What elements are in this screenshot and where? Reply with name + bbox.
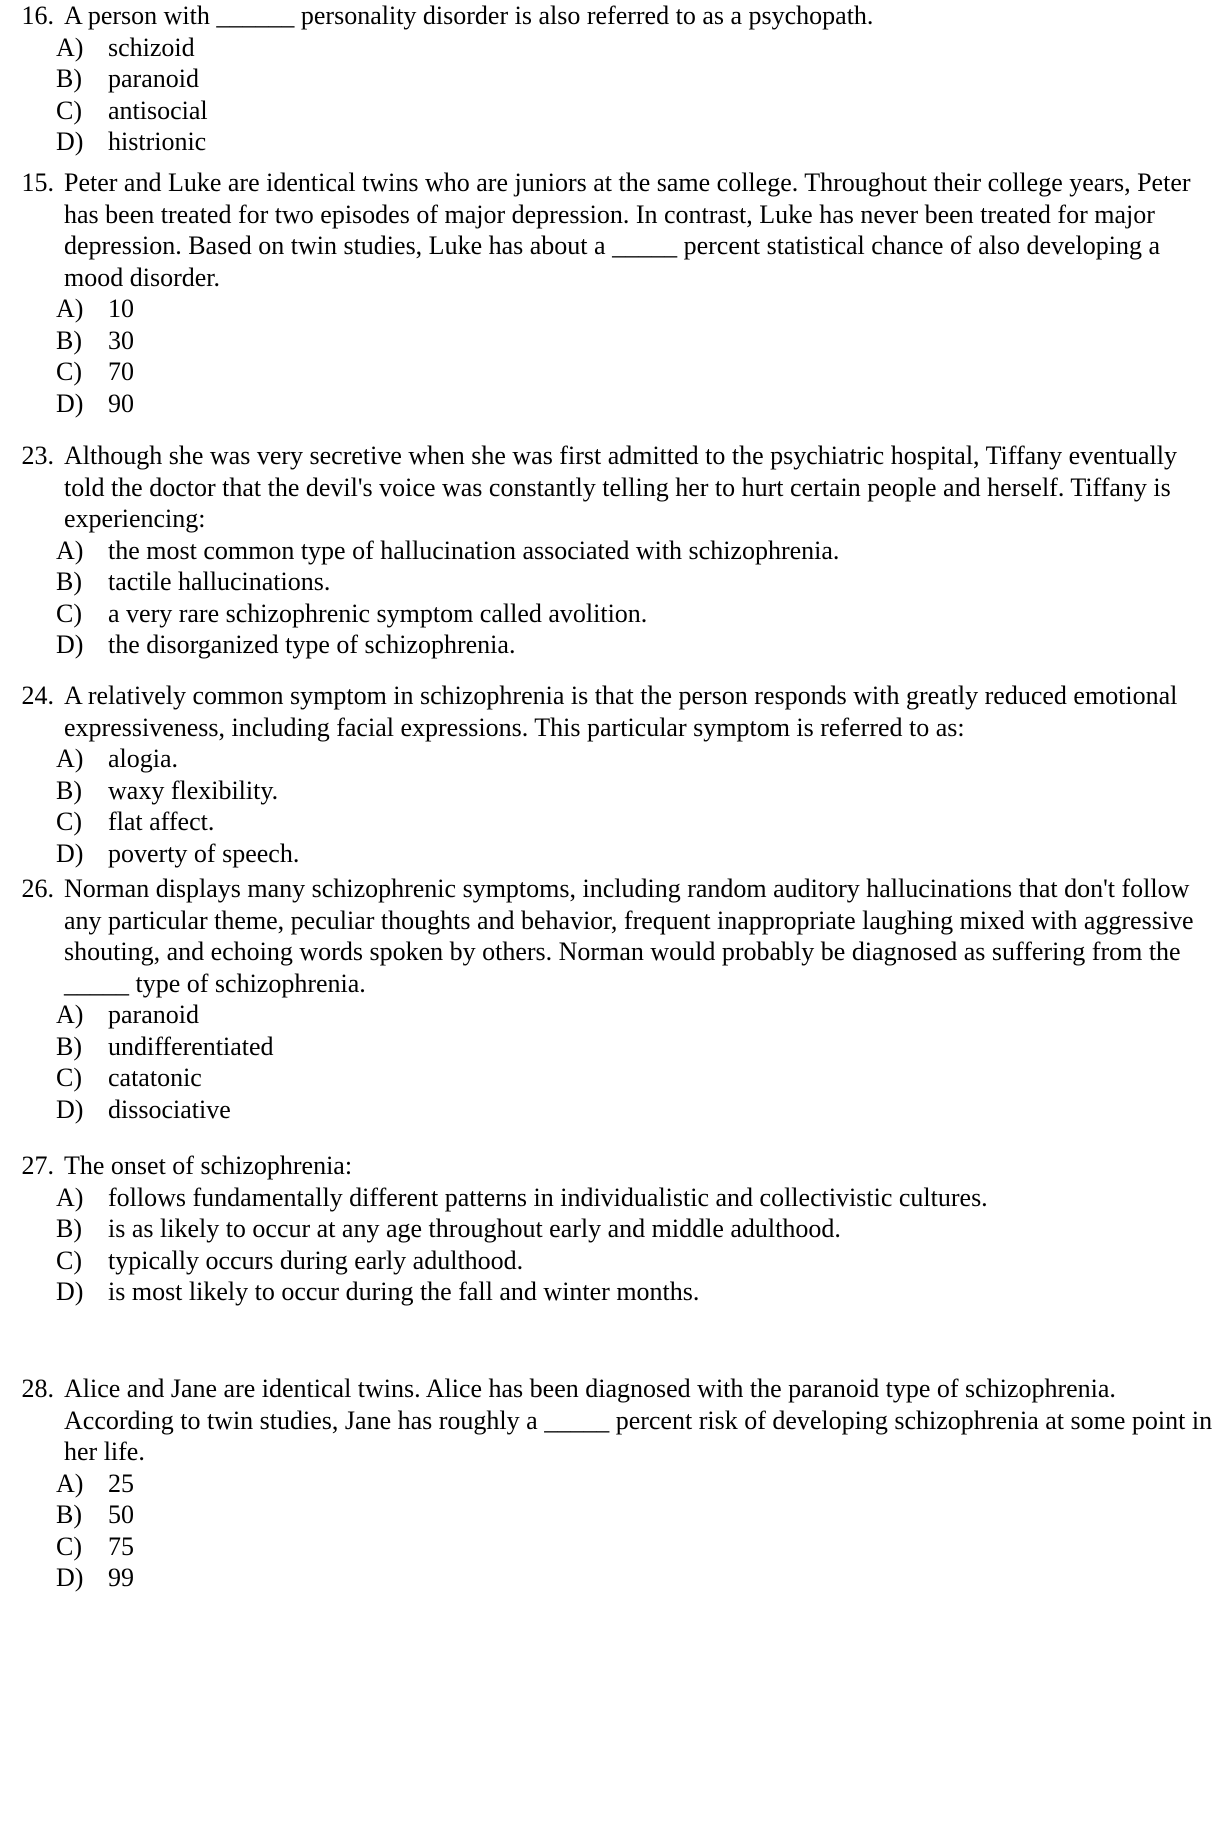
- question-23: [0, 440, 1225, 661]
- option-a: A) alogia.: [56, 744, 179, 773]
- question-stem: Although she was very secretive when she was first admitted to the psychiatric hospital, Tiffany eventually told the doctor that the devil's voice was constantly telling her to hurt certain people and herself. Tiffany is experiencing:: [64, 441, 1177, 533]
- option-d: D) histrionic: [56, 127, 207, 156]
- answer-blank: _____: [612, 231, 678, 260]
- question-15: [0, 167, 1225, 419]
- option-a: A) paranoid: [56, 1000, 199, 1029]
- option-c: C) catatonic: [56, 1063, 202, 1092]
- question-28: [0, 1373, 1225, 1594]
- answer-options: [0, 999, 1225, 1125]
- option-a: A) schizoid: [56, 32, 195, 62]
- option-c: C) typically occurs during early adulthood.: [56, 1245, 524, 1275]
- answer-options: [0, 743, 1225, 869]
- answer-options: [0, 1468, 1225, 1594]
- option-c: C) 75: [56, 1531, 134, 1561]
- option-a: A) follows fundamentally different patterns in individualistic and collectivistic cultures.: [56, 1182, 988, 1212]
- question-number: 23.: [21, 441, 54, 470]
- question-16: [0, 0, 1225, 158]
- option-a: A) 10: [56, 294, 134, 323]
- question-stem: The onset of schizophrenia:: [64, 1151, 353, 1180]
- question-27: [0, 1150, 1225, 1308]
- question-number: 28.: [21, 1374, 54, 1403]
- option-b: B) 30: [56, 325, 134, 355]
- option-d: D) dissociative: [56, 1094, 231, 1124]
- option-b: B) waxy flexibility.: [56, 775, 279, 805]
- option-a: A) 25: [56, 1468, 134, 1498]
- option-c: C) antisocial: [56, 95, 208, 125]
- question-stem: Peter and Luke are identical twins who are juniors at the same college. Throughout their college years, Peter has been treated for two episodes of major depression. In contrast, Luke has never been treated for major depression. Based on twin studies, Luke has about a _____ percent statistical chance of also developing a mood disorder.: [64, 168, 1191, 292]
- question-number: 16.: [21, 1, 54, 30]
- question-number: 24.: [21, 681, 54, 710]
- question-stem: Norman displays many schizophrenic symptoms, including random auditory hallucinations that don't follow any particular theme, peculiar thoughts and behavior, frequent inappropriate laughing mixed with aggressive shouting, and echoing words spoken by others. Norman would probably be diagnosed as suffering from the _____ type of schizophrenia.: [64, 874, 1194, 998]
- question-number: 26.: [21, 874, 54, 903]
- question-stem: Alice and Jane are identical twins. Alice has been diagnosed with the paranoid type of schizophrenia. According to twin studies, Jane has roughly a _____ percent risk of developing schizophrenia at some point in her life.: [64, 1374, 1213, 1466]
- option-c: C) a very rare schizophrenic symptom called avolition.: [56, 598, 648, 628]
- question-stem: A relatively common symptom in schizophrenia is that the person responds with greatly reduced emotional expressiveness, including facial expressions. This particular symptom is referred to as:: [64, 681, 1178, 742]
- option-b: B) paranoid: [56, 64, 199, 93]
- option-b: B) 50: [56, 1500, 134, 1529]
- answer-blank: ______: [216, 1, 295, 30]
- option-d: D) poverty of speech.: [56, 838, 300, 868]
- option-b: B) undifferentiated: [56, 1031, 274, 1061]
- option-a: A) the most common type of hallucination associated with schizophrenia.: [56, 535, 840, 565]
- answer-options: [0, 535, 1225, 661]
- question-stem: A person with ______ personality disorder is also referred to as a psychopath.: [64, 1, 874, 30]
- option-d: D) is most likely to occur during the fall and winter months.: [56, 1277, 700, 1306]
- option-c: C) flat affect.: [56, 807, 215, 836]
- option-c: C) 70: [56, 357, 134, 386]
- answer-options: [0, 32, 1225, 158]
- question-number: 27.: [21, 1151, 54, 1180]
- option-b: B) tactile hallucinations.: [56, 567, 331, 596]
- option-d: D) the disorganized type of schizophrenia.: [56, 630, 516, 659]
- answer-blank: _____: [64, 968, 129, 998]
- answer-options: [0, 293, 1225, 419]
- answer-options: [0, 1182, 1225, 1308]
- question-number: 15.: [21, 168, 54, 197]
- question-26: [0, 873, 1225, 1125]
- question-24: [0, 680, 1225, 869]
- option-b: B) is as likely to occur at any age throughout early and middle adulthood.: [56, 1214, 841, 1243]
- option-d: D) 99: [56, 1563, 134, 1592]
- option-d: D) 90: [56, 388, 134, 418]
- answer-blank: _____: [544, 1405, 610, 1435]
